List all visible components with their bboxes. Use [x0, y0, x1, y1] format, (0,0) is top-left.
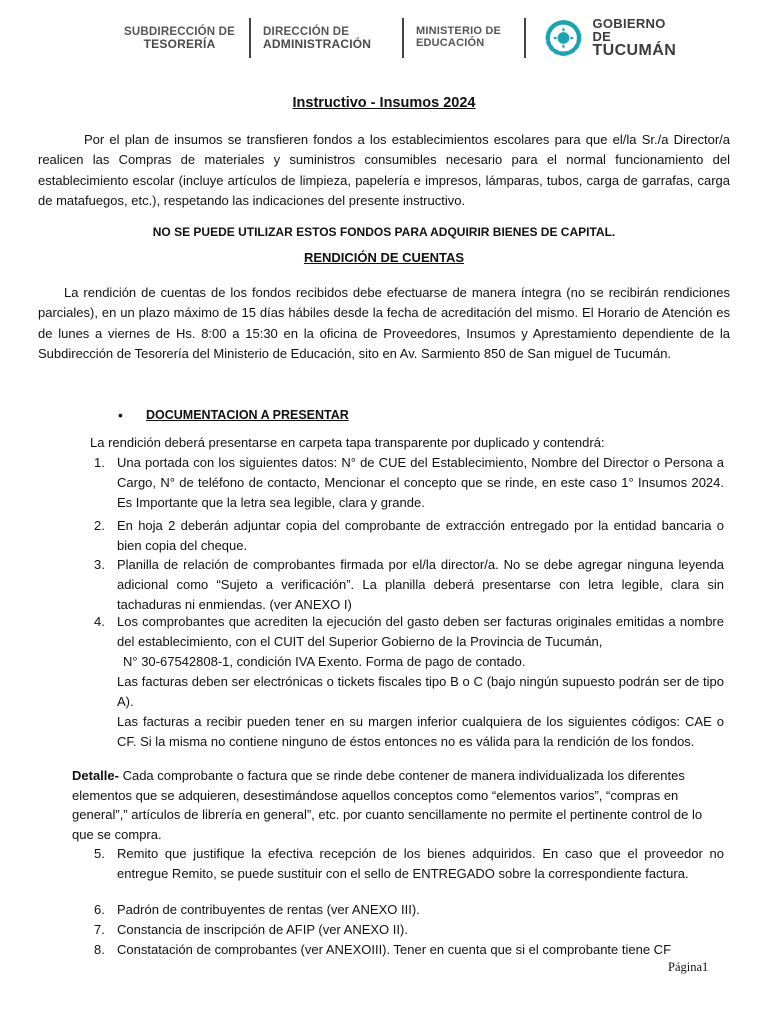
bullet-heading: DOCUMENTACION A PRESENTAR	[146, 408, 349, 422]
tucuman-emblem-icon	[540, 16, 587, 60]
list-item: 4. Los comprobantes que acrediten la ejecución del gasto deben ser facturas originales emitidas a nombre del establecimiento, con el CUIT del Superior Gobierno de la Provincia de Tucumán, N° 30-67542808-1, condición IVA Exento. Forma de pago de contado. Las facturas deben ser electrónicas o tickets fiscales tipo B o C (bajo ningún supuesto podrán ser de tipo A). Las facturas a recibir pueden tener en su margen inferior cualquiera de los siguientes códigos: CAE o CF. Si la misma no contiene ninguno de éstos entonces no es válida para la rendición de los fondos.	[94, 614, 724, 749]
list-item: 2. En hoja 2 deberán adjuntar copia del comprobante de extracción entregado por la entidad bancaria o bien copia del cheque.	[94, 518, 724, 553]
subdireccion-tesoreria-logo: SUBDIRECCIÓN DE TESORERÍA	[124, 25, 236, 51]
detalle-paragraph: Detalle- Cada comprobante o factura que se rinde debe contener de manera individualizada los diferentes elementos que se adquieren, desestimándose aquellos conceptos como “elementos varios”, “compras en general”,” artículos de librería en general”, etc. por cuanto sencillamente no permite el pertinente control de lo que se compra.	[72, 768, 703, 842]
warning-text: NO SE PUEDE UTILIZAR ESTOS FONDOS PARA ADQUIRIR BIENES DE CAPITAL.	[152, 225, 616, 239]
ministerio-educacion-logo: MINISTERIO DE EDUCACIÓN	[415, 25, 502, 49]
list-item: 8. Constatación de comprobantes (ver ANEXOIII). Tener en cuenta que si el comprobante tiene CF	[94, 942, 672, 957]
section-paragraph: La rendición de cuentas de los fondos recibidos debe efectuarse de manera íntegra (no se recibirán rendiciones parciales), en un plazo máximo de 15 días hábiles desde la fecha de acreditación del mismo. El Horario de Atención es de lunes a viernes de Hs. 8:00 a 15:30 en la oficina de Proveedores, Insumos y Aprestamiento dependiente de la Subdirección de Tesorería del Ministerio de Educación, sito en Av. Sarmiento 850 de San miguel de Tucumán.	[38, 285, 730, 361]
list-item: 7. Constancia de inscripción de AFIP (ver ANEXO II).	[94, 922, 408, 937]
detalle-label: Detalle-	[72, 768, 119, 783]
bullet-icon: •	[118, 407, 123, 423]
document-title: Instructivo - Insumos 2024	[292, 95, 476, 111]
direccion-administracion-logo: DIRECCIÓN DE ADMINISTRACIÓN	[263, 25, 372, 51]
header-divider	[249, 18, 251, 58]
letterhead	[116, 16, 686, 60]
list-intro: La rendición deberá presentarse en carpeta tapa transparente por duplicado y contendrá:	[90, 435, 605, 450]
list-item: 5. Remito que justifique la efectiva recepción de los bienes adquiridos. En caso que el proveedor no entregue Remito, se puede sustituir con el sello de ENTREGADO sobre la correspondiente factura.	[94, 846, 724, 881]
intro-paragraph: Por el plan de insumos se transfieren fondos a los establecimientos escolares para que el/la Sr./a Director/a realicen las Compras de materiales y suministros consumibles necesario para el normal funcionamiento del establecimiento escolar (incluye artículos de limpieza, papelería e impresos, lámparas, tubos, carga de garrafas, carga de matafuegos, etc.), respetando las indicaciones del presente instructivo.	[38, 132, 730, 208]
section-title: RENDICIÓN DE CUENTAS	[303, 250, 465, 265]
gobierno-tucuman-logo: GOBIERNO DE TUCUMÁN	[532, 16, 686, 60]
list-item: 3. Planilla de relación de comprobantes firmada por el/la director/a. No se debe agregar ninguna leyenda adicional como “Sujeto a verificación”. La planilla deberá presentarse con letra legible, clara sin tachaduras ni enmiendas. (ver ANEXO I)	[94, 557, 724, 612]
header-divider	[402, 18, 404, 58]
header-divider	[524, 18, 526, 58]
list-item: 6. Padrón de contribuyentes de rentas (ver ANEXO III).	[94, 902, 420, 917]
page-number: Página1	[668, 960, 709, 974]
list-item: 1. Una portada con los siguientes datos: N° de CUE del Establecimiento, Nombre del Director o Persona a Cargo, N° de teléfono de contacto, Mencionar el concepto que se rinde, en este caso 1° Insumos 2024. Es Importante que la letra sea legible, clara y grande.	[94, 455, 724, 510]
